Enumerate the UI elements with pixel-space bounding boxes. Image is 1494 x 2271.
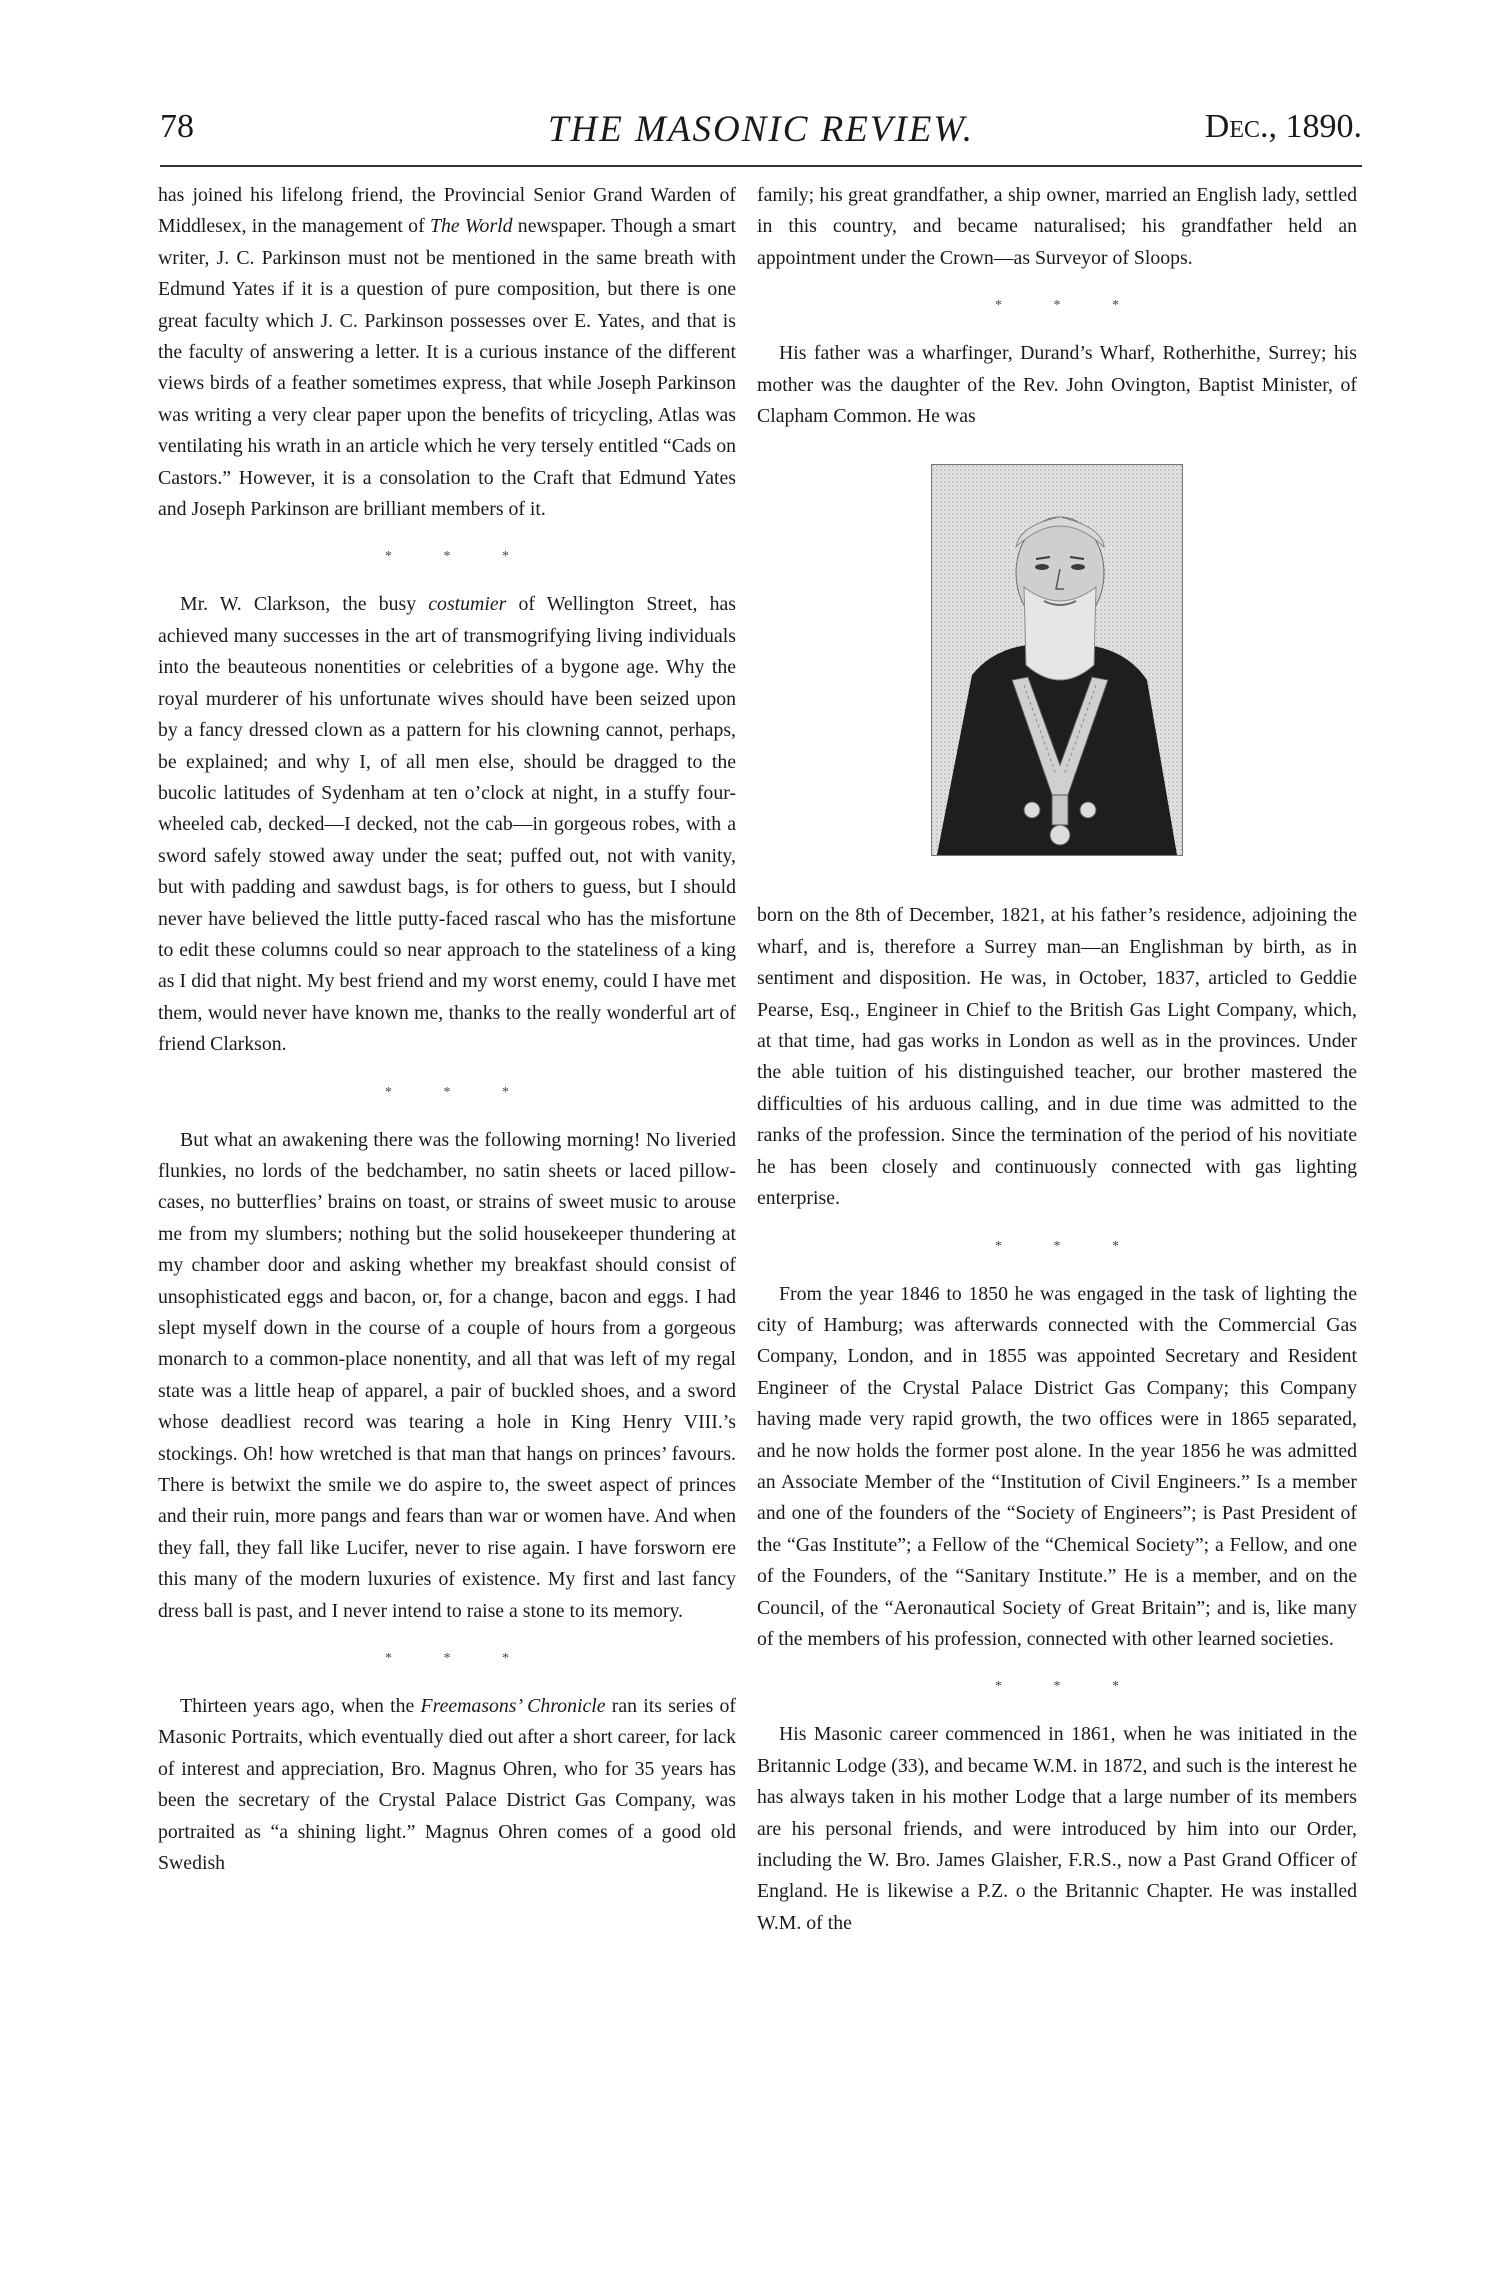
paragraph: family; his great grandfather, a ship owner, married an English lady, settled in this country, and became naturalised; his grandfather held an appointment under the Crown—as Surveyor of Sloops.	[757, 184, 1357, 269]
issue-date: Dec., 1890.	[1204, 108, 1362, 145]
section-separator: * * *	[385, 1084, 533, 1100]
running-title: THE MASONIC REVIEW.	[547, 109, 975, 150]
text-run: newspaper. Though a smart writer, J. C. Parkinson must not be mentioned in the same breath with Edmund Yates if it is a question of pure composition, but there is one great faculty which J. C. Parkinson possesses over E. Yates, and that is the faculty of answering a letter. It is a curious instance of the different views birds of a feather sometimes express, that while Joseph Parkinson was writing a very clear paper upon the benefits of tricycling, Atlas was ventilating his wrath in an article which he very tersely entitled “Cads on Castors.” However, it is a consolation to the Craft that Edmund Yates and Joseph Parkinson are brilliant members of it.	[158, 215, 736, 521]
text-run: of Wellington Street, has achieved many successes in the art of transmogrifying living individuals into the beauteous nonentities or celebrities of a bygone age. Why the royal murderer of his unfortunate wives should have been seized upon by a fancy dressed clown as a pattern for his clowning cannot, perhaps, be explained; and why I, of all men else, should be dragged to the bucolic latitudes of Sydenham at ten o’clock at night, in a stuffy four-wheeled cab, decked—I decked, not the cab—in gorgeous robes, with a sword safely stowed away under the seat; puffed out, not with vanity, but with padding and sawdust bags, is for others to guess, but I should never have believed the little putty-faced rascal who has the misfortune to edit these columns could so near approach to the stateliness of a king as I did that night. My best friend and my worst enemy, could I have met them, would never have known me, thanks to the really wonderful art of friend Clarkson.	[158, 593, 736, 1056]
left-column	[158, 180, 736, 1880]
page-header	[160, 108, 1362, 158]
italic-title: Freemasons’ Chronicle	[420, 1695, 606, 1718]
text-run: has joined his lifelong friend, the Provincial Senior Grand Warden of Middlesex, in the management of	[158, 184, 736, 238]
header-rule	[160, 165, 1362, 167]
text-run: ran its series of Masonic Portraits, which eventually died out after a short career, for lack of interest and appreciation, Bro. Magnus Ohren, who for 35 years has been the secretary of the Crystal Palace District Gas Company, was portraited as “a shining light.” Magnus Ohren comes of a good old Swedish	[158, 1695, 737, 1875]
section-separator: * * *	[995, 1679, 1143, 1695]
portrait-figure	[757, 464, 1357, 856]
paragraph: His Masonic career commenced in 1861, when he was initiated in the Britannic Lodge (33), and became W.M. in 1872, and such is the interest he has always taken in his mother Lodge that a large number of its members are his personal friends, and were introduced by him into our Order, including the W. Bro. James Glaisher, F.R.S., now a Past Grand Officer of England. He is likewise a P.Z. o the Britannic Chapter. He was installed W.M. of the	[757, 1723, 1357, 1934]
paragraph: His father was a wharfinger, Durand’s Wharf, Rotherhithe, Surrey; his mother was the daughter of the Rev. John Ovington, Baptist Minister, of Clapham Common. He was	[757, 342, 1357, 428]
section-separator: * * *	[995, 1238, 1143, 1254]
text-run: Thirteen years ago, when the	[180, 1695, 421, 1718]
paragraph	[158, 180, 736, 525]
paragraph: But what an awakening there was the following morning! No liveried flunkies, no lords of the bedchamber, no satin sheets or laced pillow-cases, no butterflies’ brains on toast, or strains of sweet music to arouse me from my slumbers; nothing but the solid housekeeper thundering at my chamber door and asking whether my breakfast should consist of unsophisticated eggs and bacon, or, for a change, bacon and eggs. I had slept myself down in the course of a couple of hours from a gorgeous monarch to a common-place nonentity, and all that was left of my regal state was a little heap of apparel, a pair of buckled shoes, and a sword whose deadliest record was tearing a hole in King Henry VIII.’s stockings. Oh! how wretched is that man that hangs on princes’ favours. There is betwixt the smile we do aspire to, the sweet aspect of princes and their ruin, more pangs and fears than war or women have. And when they fall, they fall like Lucifer, never to rise again. I have forsworn ere this many of the modern luxuries of existence. My first and last fancy dress ball is past, and I never intend to raise a stone to its memory.	[158, 1128, 736, 1622]
text-run: Mr. W. Clarkson, the busy	[180, 593, 429, 616]
italic-word: costumier	[428, 593, 507, 616]
section-separator: * * *	[385, 549, 533, 565]
section-separator: * * *	[385, 1651, 533, 1667]
paragraph	[158, 589, 736, 1060]
page-number: 78	[160, 108, 194, 145]
paragraph	[158, 1691, 736, 1879]
right-column	[757, 180, 1357, 1939]
paragraph: born on the 8th of December, 1821, at his father’s residence, adjoining the wharf, and is, therefore a Surrey man—an Englishman by birth, as in sentiment and disposition. He was, in October, 1837, articled to Geddie Pearse, Esq., Engineer in Chief to the British Gas Light Company, which, at that time, had gas works in London as well as in the provinces. Under the able tuition of his distinguished teacher, our brother mastered the difficulties of his arduous calling, and in due time was admitted to the ranks of the profession. Since the termination of the period of his novitiate he has been closely and continuously connected with gas lighting enterprise.	[757, 904, 1357, 1210]
paragraph: From the year 1846 to 1850 he was engaged in the task of lighting the city of Hamburg; was afterwards connected with the Commercial Gas Company, London, and in 1855 was appointed Secretary and Resident Engineer of the Crystal Palace District Gas Company; this Company having made very rapid growth, the two offices were in 1865 separated, and he now holds the former post alone. In the year 1856 he was admitted an Associate Member of the “Institution of Civil Engineers.” Is a member and one of the founders of the “Society of Engineers”; is Past President of the “Gas Institute”; a Fellow of the “Chemical Society”; a Fellow, and one of the Founders, of the “Sanitary Institute.” He is a member, and on the Council, of the “Aeronautical Society of Great Britain”; and is, like many of the members of his profession, connected with other learned societies.	[757, 1282, 1357, 1650]
section-separator: * * *	[995, 298, 1143, 314]
italic-title: The World	[429, 215, 513, 238]
portrait-engraving-icon	[931, 464, 1183, 856]
